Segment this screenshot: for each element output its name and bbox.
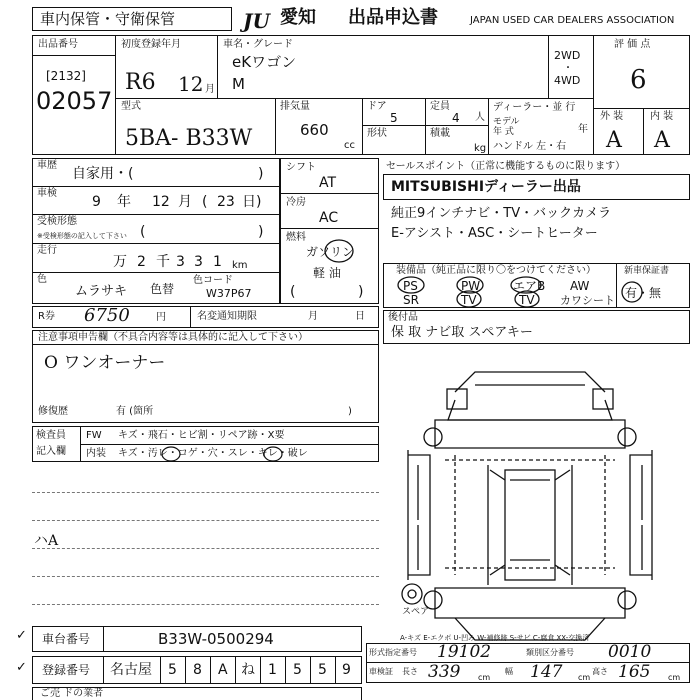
selling-points-label: セールスポイント（正常に機能するものに限ります）	[386, 161, 626, 172]
doors: 5	[390, 111, 398, 125]
declaration-note: O ワンオーナー	[44, 353, 166, 373]
plate-char-7: 5	[318, 662, 327, 678]
equip-leather-seat: カワシート	[560, 294, 615, 307]
accept-open: (	[140, 224, 146, 240]
repair-close: )	[348, 406, 352, 417]
load-unit: kg	[474, 143, 487, 154]
inspector-int-label: 内装	[86, 448, 106, 459]
drive-dot: ・	[563, 63, 573, 74]
plate-region: 名古屋	[110, 662, 152, 678]
damage-legend: A-キズ E-エクボ U-凹み W-補修跡 S-サビ C-腐食 XX-交換済	[400, 634, 590, 642]
equip-tv-1: TV	[461, 293, 477, 307]
load-label: 積載	[430, 128, 450, 139]
inspection-month: 12	[152, 194, 170, 210]
model-year-label-1: モデル	[493, 117, 520, 127]
inspector-label-2: 記入欄	[36, 446, 66, 457]
warranty-value: 有・無	[625, 286, 662, 300]
plate-char-6: 5	[293, 662, 302, 678]
length-value: 339	[428, 662, 461, 682]
history-close: )	[258, 166, 264, 182]
plate-char-2: 8	[193, 662, 202, 678]
width-unit: cm	[578, 673, 591, 682]
inspector-int-items: キズ・汚レ・コゲ・穴・スレ・キレ・破レ	[118, 448, 308, 459]
first-reg-label: 初度登録年月	[121, 39, 181, 50]
equip-pw: PW	[461, 279, 481, 293]
mileage-man: 万	[113, 254, 127, 270]
inspection-month-unit: 月	[178, 194, 192, 210]
score-label: 評 価 点	[614, 39, 651, 50]
fuel-gas: ガソリン	[306, 245, 355, 259]
name-change-day: 日	[355, 311, 365, 322]
class-code-label: 類別区分番号	[526, 648, 574, 657]
car-name: eKワゴン	[232, 53, 297, 71]
repair-label: 修復歴	[38, 406, 68, 417]
class-code: 0010	[608, 642, 652, 662]
mileage-digit-2: 3	[176, 254, 185, 270]
color-code-label: 色コード	[193, 275, 233, 286]
accept-label: 受検形態	[37, 216, 77, 227]
shape-label: 形状	[367, 128, 387, 139]
displacement-label: 排気量	[280, 101, 310, 112]
fuel-label: 燃料	[286, 232, 306, 243]
model-designation: 19102	[437, 642, 492, 662]
equip-ps: PS	[403, 279, 418, 293]
form-title: 出品申込書	[348, 7, 438, 28]
model-designation-label: 形式指定番号	[369, 648, 417, 657]
dealer-label: ディーラー・並 行	[493, 102, 576, 113]
height-value: 165	[618, 662, 651, 682]
mileage-digit-1: 2	[137, 254, 146, 270]
equip-sr: SR	[403, 293, 419, 307]
equip-aw: AW	[570, 279, 590, 293]
drive-2wd: 2WD	[554, 49, 581, 62]
inspection-year: 9	[92, 194, 101, 210]
model-year-label-2: 年 式	[493, 127, 514, 137]
width-value: 147	[530, 662, 563, 682]
car-name-label: 車名・グレード	[223, 39, 293, 50]
height-label: 高さ	[592, 667, 608, 676]
repair-value: 有 (箇所	[116, 406, 154, 417]
storage-label: 車内保管・守衛保管	[40, 10, 176, 28]
displacement-unit: cc	[344, 140, 355, 151]
plate-char-3: A	[218, 662, 228, 678]
lot-label: 出品番号	[38, 39, 78, 50]
mileage-unit: km	[232, 260, 248, 271]
displacement: 660	[300, 121, 329, 139]
inspector-ext-items: キズ・飛石・ヒビ割・リペア跡・X要	[118, 430, 285, 441]
mileage-digit-4: 1	[213, 254, 222, 270]
history-value: 自家用・(	[72, 166, 134, 182]
inspector-ext-label: FW	[86, 430, 102, 441]
plate-char-8: 9	[342, 662, 351, 678]
exterior-label: 外 装	[600, 111, 624, 122]
inspection-day: 23	[217, 194, 235, 210]
ju-logo	[243, 9, 270, 33]
chassis-tick: ✓	[16, 628, 27, 643]
recycle-unit: 円	[156, 312, 166, 323]
selling-point-3: E-アシスト・ASC・シートヒーター	[391, 226, 598, 241]
plate-char-1: 5	[168, 662, 177, 678]
recycle-value: 6750	[84, 305, 130, 326]
capacity-label: 定員	[430, 101, 450, 112]
height-unit: cm	[668, 673, 681, 682]
chassis-label: 車台番号	[42, 632, 91, 646]
model-code: 5BA- B33W	[125, 126, 253, 151]
shift-label: シフト	[286, 162, 316, 173]
lot-number: 02057	[36, 87, 113, 115]
handle-label: ハンドル 左・右	[493, 141, 567, 152]
color-value: ムラサキ	[75, 284, 128, 299]
doors-label: ドア	[367, 101, 387, 112]
exterior-grade: A	[606, 128, 622, 153]
association-name: JAPAN USED CAR DEALERS ASSOCIATION	[470, 15, 675, 26]
aftermarket-label: 後付品	[388, 312, 418, 323]
capacity-unit: 人	[475, 112, 485, 123]
score-value: 6	[630, 65, 647, 95]
car-grade: M	[232, 75, 245, 93]
interior-label: 内 装	[650, 111, 674, 122]
first-reg-month: 12	[178, 72, 204, 96]
lot-sub-number: [2132]	[46, 69, 86, 83]
name-change-label: 名変通知期限	[197, 311, 257, 322]
warranty-label: 新車保証書	[624, 266, 670, 276]
equipment-label: 装備品（純正品に限り〇をつけてください）	[396, 265, 596, 276]
model-code-label: 型式	[121, 101, 141, 112]
name-change-month: 月	[308, 311, 318, 322]
drive-4wd: 4WD	[554, 74, 581, 87]
selling-point-1: MITSUBISHIディーラー出品	[391, 179, 581, 195]
color-change-label: 色替	[150, 282, 175, 296]
equip-tv-2: TV	[519, 293, 535, 307]
plate-label: 登録番号	[42, 663, 91, 677]
declaration-label: 注意事項申告欄（不具合内容等は具体的に記入して下さい）	[38, 332, 308, 343]
plate-char-5: 1	[268, 662, 277, 678]
history-label: 車歴	[37, 160, 57, 171]
capacity: 4	[452, 111, 460, 125]
aircon-value: AC	[319, 210, 339, 226]
length-unit: cm	[478, 673, 491, 682]
aftermarket-value: 保 取 ナビ取 スペアキー	[391, 325, 533, 340]
cert-label: 車検証	[369, 667, 393, 676]
mileage-sen: 千	[156, 254, 170, 270]
width-label: 幅	[505, 667, 513, 676]
fuel-close: )	[358, 284, 364, 300]
equip-airbag: エアB	[513, 279, 546, 293]
chassis-value: B33W-0500294	[158, 630, 274, 648]
mileage-label: 走行	[37, 245, 57, 256]
recycle-label: R券	[38, 311, 55, 322]
mileage-digit-3: 3	[194, 254, 203, 270]
inspection-day-close: 日)	[242, 194, 262, 210]
first-reg-month-unit: 月	[205, 84, 215, 95]
inspection-label: 車検	[37, 188, 57, 199]
inspection-day-open: (	[202, 194, 208, 210]
interior-grade: A	[654, 128, 670, 153]
fuel-open: (	[290, 284, 296, 300]
selling-point-2: 純正9インチナビ・TV・バックカメラ	[391, 206, 612, 221]
accept-note: ※受検形態の記入して下さい	[37, 232, 127, 240]
model-year-unit: 年	[578, 124, 588, 135]
aircon-label: 冷房	[286, 197, 306, 208]
spare-label: スペア	[402, 607, 430, 617]
logo-city: 愛知	[280, 7, 316, 28]
plate-char-4: ね	[241, 662, 255, 678]
inspection-year-unit: 年	[117, 194, 131, 210]
color-code: W37P67	[206, 287, 252, 300]
plate-tick: ✓	[16, 660, 27, 675]
accept-close: )	[258, 224, 264, 240]
footer-label: ご売 ドの業者	[40, 688, 104, 699]
first-reg-year: R6	[125, 70, 156, 95]
shift-value: AT	[319, 175, 337, 191]
length-label: 長さ	[402, 667, 418, 676]
inspector-label-1: 検査員	[36, 430, 66, 441]
color-label: 色	[37, 274, 47, 285]
inspector-note: ハA	[34, 533, 59, 549]
ju-logo-mark: JU	[243, 9, 270, 33]
fuel-diesel: 軽 油	[313, 266, 341, 280]
